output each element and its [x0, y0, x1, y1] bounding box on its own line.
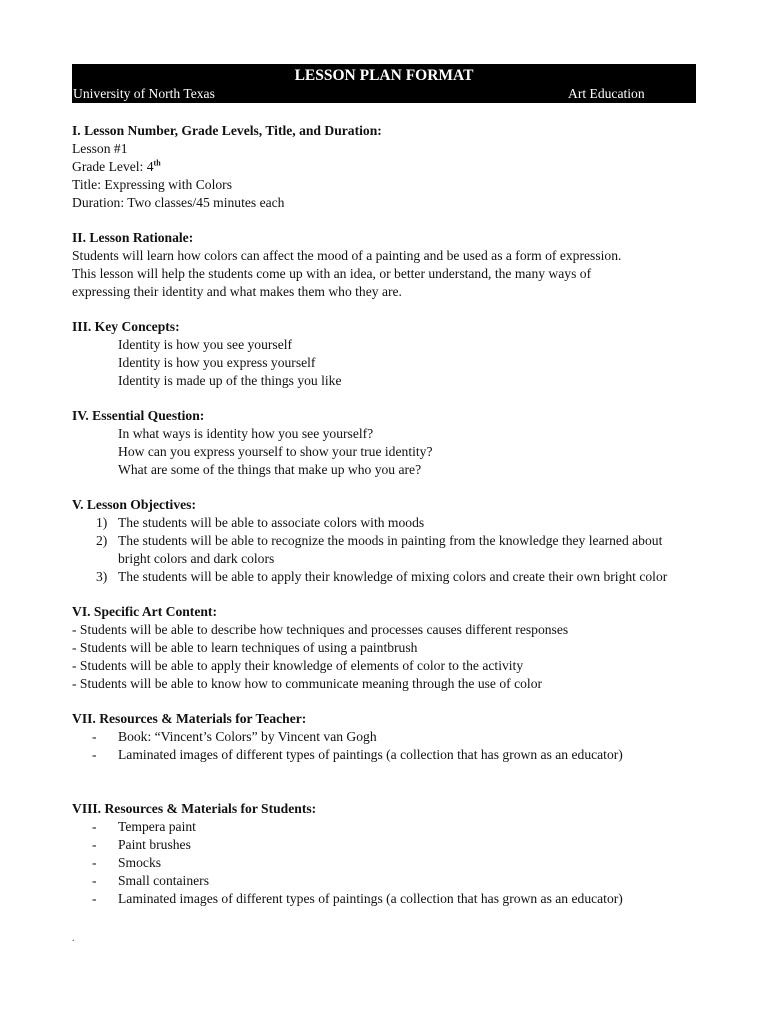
- student-resource-text: Smocks: [118, 855, 162, 870]
- objective-number: 2): [96, 533, 108, 548]
- dash-marker: -: [92, 873, 97, 888]
- section-heading: IV. Essential Question:: [72, 408, 205, 423]
- objective-item: [72, 514, 696, 532]
- grade-level-suffix: th: [153, 158, 161, 168]
- lesson-number: Lesson #1: [72, 141, 128, 156]
- student-resource-text: Small containers: [118, 873, 209, 888]
- section-heading: I. Lesson Number, Grade Levels, Title, and Duration:: [72, 123, 382, 138]
- section-essential-question: [72, 407, 696, 479]
- university-name: University of North Texas: [73, 86, 215, 101]
- objective-item: [72, 568, 696, 586]
- objective-text: The students will be able to recognize the moods in painting from the knowledge they learned about bright colors and dark colors: [118, 533, 663, 566]
- essential-question: What are some of the things that make up who you are?: [118, 462, 422, 477]
- objective-number: 3): [96, 569, 108, 584]
- lesson-plan-document: [72, 64, 696, 908]
- section-key-concepts: [72, 318, 696, 390]
- lesson-title: Title: Expressing with Colors: [72, 177, 232, 192]
- essential-question: In what ways is identity how you see yourself?: [118, 426, 374, 441]
- student-resource-item: [72, 836, 696, 854]
- student-resource-item: [72, 854, 696, 872]
- teacher-resource-text: Book: “Vincent’s Colors” by Vincent van Gogh: [118, 729, 377, 744]
- section-teacher-resources: [72, 710, 696, 764]
- student-resource-text: Paint brushes: [118, 837, 191, 852]
- student-resource-text: Tempera paint: [118, 819, 196, 834]
- section-heading: II. Lesson Rationale:: [72, 230, 194, 245]
- key-concept: Identity is made up of the things you like: [118, 373, 342, 388]
- section-rationale: [72, 229, 696, 301]
- section-heading: VI. Specific Art Content:: [72, 604, 217, 619]
- document-title: LESSON PLAN FORMAT: [294, 67, 474, 84]
- dash-marker: -: [92, 837, 97, 852]
- department-name: Art Education: [568, 86, 645, 101]
- grade-level-text: Grade Level: 4: [72, 159, 154, 174]
- section-student-resources: [72, 800, 696, 908]
- teacher-resource-item: [72, 746, 696, 764]
- lesson-duration: Duration: Two classes/45 minutes each: [72, 195, 285, 210]
- section-heading: III. Key Concepts:: [72, 319, 180, 334]
- art-content-item: - Students will be able to learn techniques of using a paintbrush: [72, 640, 418, 655]
- section-objectives: [72, 496, 696, 586]
- student-resource-text: Laminated images of different types of paintings (a collection that has grown as an educator): [118, 891, 623, 906]
- student-resource-item: [72, 818, 696, 836]
- section-heading: VII. Resources & Materials for Teacher:: [72, 711, 307, 726]
- essential-question: How can you express yourself to show your true identity?: [118, 444, 433, 459]
- student-resource-item: [72, 890, 696, 908]
- objective-item: [72, 532, 696, 568]
- dash-marker: -: [92, 747, 97, 762]
- rationale-line: expressing their identity and what makes them who they are.: [72, 284, 402, 299]
- header-bar: [72, 64, 696, 103]
- art-content-item: - Students will be able to know how to communicate meaning through the use of color: [72, 676, 543, 691]
- objective-text: The students will be able to associate colors with moods: [118, 515, 425, 530]
- objective-text: The students will be able to apply their knowledge of mixing colors and create their own bright color: [118, 569, 668, 584]
- key-concept: Identity is how you express yourself: [118, 355, 316, 370]
- section-heading: VIII. Resources & Materials for Students:: [72, 801, 317, 816]
- dash-marker: -: [92, 855, 97, 870]
- section-heading: V. Lesson Objectives:: [72, 497, 196, 512]
- art-content-item: - Students will be able to describe how techniques and processes causes different responses: [72, 622, 569, 637]
- grade-level: [72, 158, 696, 176]
- rationale-line: This lesson will help the students come up with an idea, or better understand, the many ways of: [72, 266, 592, 281]
- section-lesson-info: [72, 122, 696, 212]
- dash-marker: -: [92, 891, 97, 906]
- objective-number: 1): [96, 515, 108, 530]
- student-resource-item: [72, 872, 696, 890]
- dash-marker: -: [92, 729, 97, 744]
- section-art-content: [72, 603, 696, 693]
- footer-mark: .: [72, 933, 75, 944]
- dash-marker: -: [92, 819, 97, 834]
- rationale-line: Students will learn how colors can affect the mood of a painting and be used as a form of expression.: [72, 248, 622, 263]
- art-content-item: - Students will be able to apply their knowledge of elements of color to the activity: [72, 658, 524, 673]
- teacher-resource-item: [72, 728, 696, 746]
- key-concept: Identity is how you see yourself: [118, 337, 293, 352]
- teacher-resource-text: Laminated images of different types of paintings (a collection that has grown as an educator): [118, 747, 623, 762]
